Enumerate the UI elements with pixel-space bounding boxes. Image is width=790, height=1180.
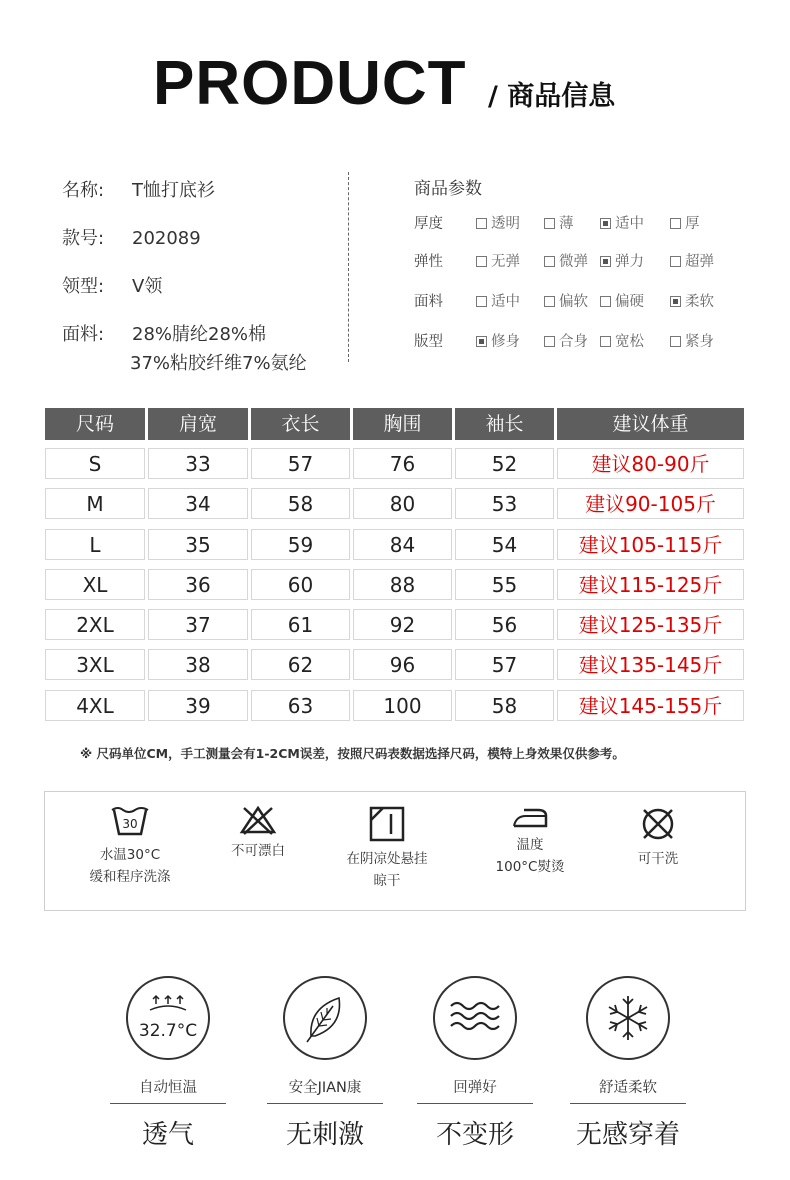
table-cell: 52 [455,448,554,479]
checkbox-empty-icon [476,296,487,307]
feature-breathable: 32.7°C 自动恒温 透气 [98,976,238,1151]
table-cell: 33 [148,448,248,479]
wash-30-icon [110,804,150,840]
table-cell: 37 [148,609,248,640]
param-option: 厚 [670,212,700,233]
checkbox-empty-icon [600,336,611,347]
table-cell: 4XL [45,690,145,721]
dry-clean-icon [638,804,678,844]
table-cell: 57 [455,649,554,680]
table-cell: 35 [148,529,248,560]
page-header [0,48,790,118]
care-iron: 温度 100°C熨烫 [475,806,585,878]
param-option: 紧身 [670,330,714,351]
table-cell: 88 [353,569,452,600]
param-label: 弹性 [414,254,443,270]
size-note: ※ 尺码单位CM，手工测量会有1-2CM误差，按照尺码表数据选择尺码，模特上身效果仅供参考。 [80,746,625,761]
param-label: 面料 [414,294,443,310]
info-row-name: 名称: T恤打底衫 [62,180,215,201]
param-option: 偏硬 [600,290,644,311]
param-label: 厚度 [414,216,443,232]
feature-underline [417,1103,533,1104]
temperature-icon [126,976,210,1060]
table-cell: 76 [353,448,452,479]
param-option: 合身 [544,330,588,351]
column-header: 肩宽 [148,408,248,440]
param-option: 适中 [600,212,644,233]
feature-underline [267,1103,383,1104]
wave-icon [433,976,517,1060]
column-header: 衣长 [251,408,350,440]
care-dry-clean: 可干洗 [613,804,703,870]
table-cell: 61 [251,609,350,640]
checkbox-checked-icon [476,336,487,347]
param-option: 适中 [476,290,520,311]
feature-comfort: 舒适柔软 无感穿着 [558,976,698,1151]
table-cell: 56 [455,609,554,640]
checkbox-checked-icon [670,296,681,307]
checkbox-empty-icon [544,256,555,267]
table-cell: 84 [353,529,452,560]
table-cell: 63 [251,690,350,721]
hang-dry-shade-icon [367,804,407,844]
table-cell: 96 [353,649,452,680]
care-wash: 30 水温30°C 缓和程序洗涤 [75,804,185,888]
params-title: 商品参数 [414,179,482,199]
checkbox-empty-icon [476,256,487,267]
care-no-bleach: 不可漂白 [213,804,303,862]
care-instructions [44,791,746,911]
feature-non-irritating: 安全JIAN康 无刺激 [255,976,395,1151]
param-option: 透明 [476,212,520,233]
table-cell: XL [45,569,145,600]
checkbox-empty-icon [600,296,611,307]
info-row-collar: 领型: V领 [62,276,163,297]
table-cell: 53 [455,488,554,519]
recommend-weight-cell: 建议145-155斤 [557,690,744,721]
table-cell: 92 [353,609,452,640]
table-cell: 60 [251,569,350,600]
feature-underline [570,1103,686,1104]
table-cell: 54 [455,529,554,560]
column-header: 袖长 [455,408,554,440]
no-bleach-icon [238,804,278,836]
snowflake-icon [586,976,670,1060]
info-row-fabric-2: 37%粘胶纤维7%氨纶 [130,353,307,374]
recommend-weight-cell: 建议135-145斤 [557,649,744,680]
checkbox-empty-icon [544,218,555,229]
table-cell: 34 [148,488,248,519]
param-option: 弹力 [600,250,644,271]
table-cell: 38 [148,649,248,680]
recommend-weight-cell: 建议90-105斤 [557,488,744,519]
table-cell: 36 [148,569,248,600]
table-cell: 59 [251,529,350,560]
leaf-icon [283,976,367,1060]
param-option: 宽松 [600,330,644,351]
table-cell: S [45,448,145,479]
recommend-weight-cell: 建议115-125斤 [557,569,744,600]
page-subtitle: / 商品信息 [488,81,616,112]
param-label: 版型 [414,334,443,350]
recommend-weight-cell: 建议80-90斤 [557,448,744,479]
param-option: 偏软 [544,290,588,311]
vertical-divider [348,172,349,362]
recommend-weight-cell: 建议105-115斤 [557,529,744,560]
param-option: 修身 [476,330,520,351]
table-cell: 3XL [45,649,145,680]
page-title: PRODUCT [153,49,467,118]
checkbox-checked-icon [600,256,611,267]
iron-icon [510,806,550,830]
column-header: 建议体重 [557,408,744,440]
param-option: 柔软 [670,290,714,311]
param-option: 薄 [544,212,574,233]
table-cell: 57 [251,448,350,479]
feature-list [0,976,790,1156]
checkbox-empty-icon [670,336,681,347]
table-cell: 58 [455,690,554,721]
table-cell: 55 [455,569,554,600]
table-cell: M [45,488,145,519]
info-row-style-no: 款号: 202089 [62,228,201,249]
table-cell: L [45,529,145,560]
checkbox-empty-icon [476,218,487,229]
param-option: 微弹 [544,250,588,271]
product-params [414,174,482,199]
checkbox-empty-icon [544,296,555,307]
recommend-weight-cell: 建议125-135斤 [557,609,744,640]
svg-text:30: 30 [122,817,138,831]
checkbox-empty-icon [544,336,555,347]
svg-text:32.7°C: 32.7°C [138,1021,198,1041]
checkbox-empty-icon [670,256,681,267]
table-cell: 62 [251,649,350,680]
table-cell: 80 [353,488,452,519]
param-option: 无弹 [476,250,520,271]
param-option: 超弹 [670,250,714,271]
column-header: 胸围 [353,408,452,440]
column-header: 尺码 [45,408,145,440]
feature-no-deform: 回弹好 不变形 [405,976,545,1151]
checkbox-empty-icon [670,218,681,229]
table-cell: 100 [353,690,452,721]
feature-underline [110,1103,226,1104]
table-cell: 39 [148,690,248,721]
checkbox-checked-icon [600,218,611,229]
table-cell: 58 [251,488,350,519]
info-row-fabric: 面料: 28%腈纶28%棉 [62,324,267,345]
table-cell: 2XL [45,609,145,640]
care-hang-dry: 在阴凉处悬挂 晾干 [327,804,447,892]
